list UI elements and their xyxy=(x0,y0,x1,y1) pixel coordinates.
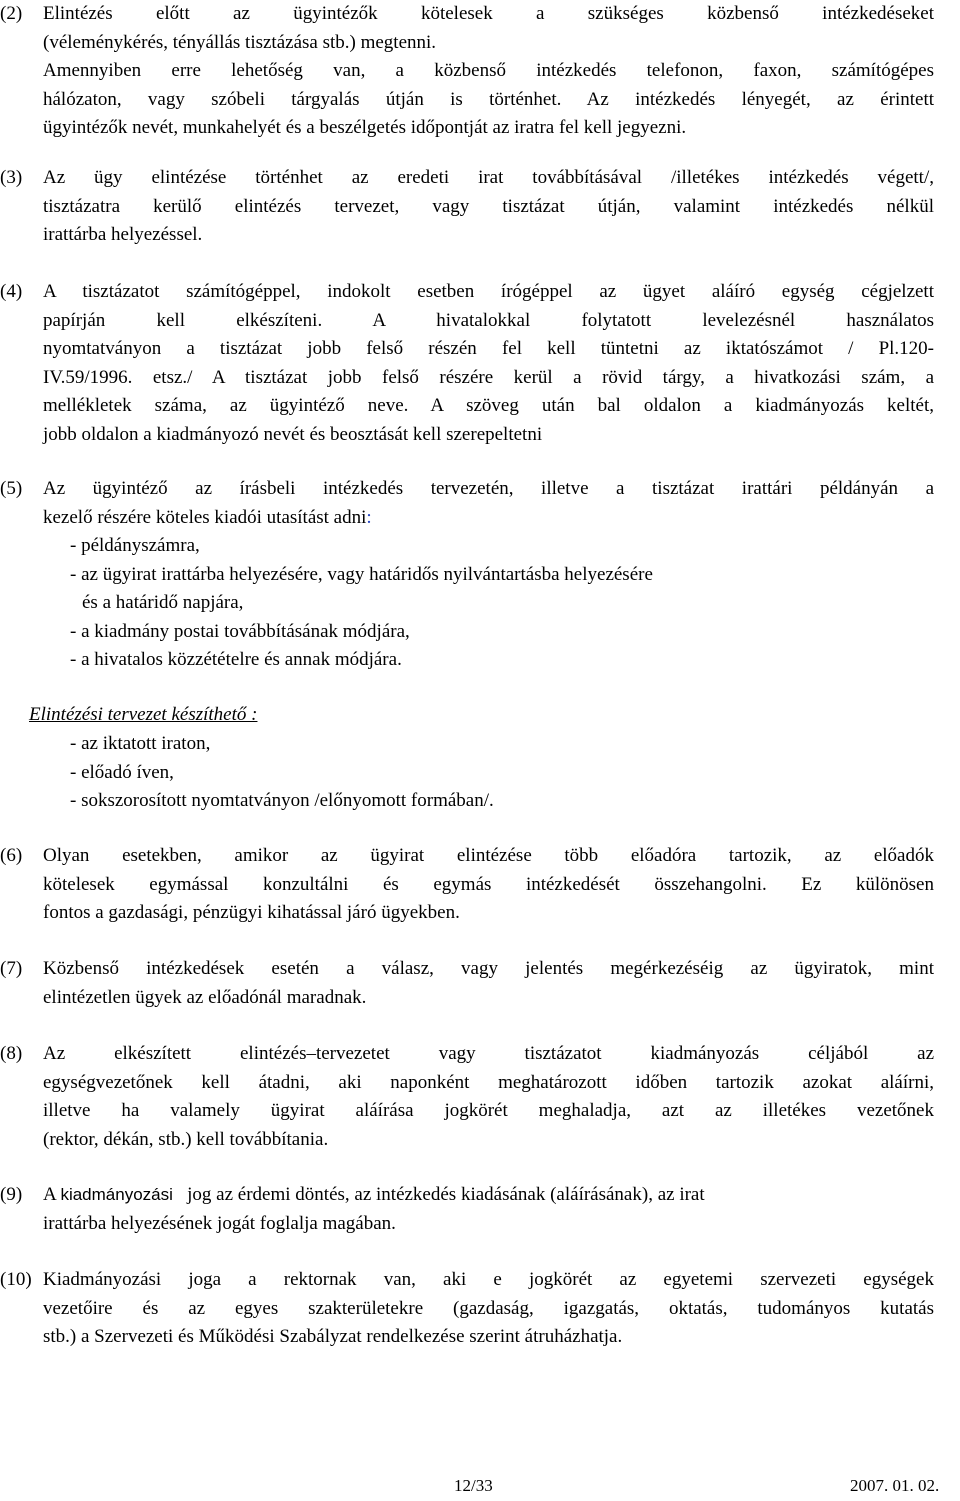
text-segment: kezelő részére köteles kiadói utasítást adni xyxy=(43,506,367,528)
paragraph-3 xyxy=(0,164,934,250)
heading-list xyxy=(0,730,934,816)
text-line: nyomtatványon a tisztázat jobb felső részén fel kell tüntetni az iktatószámot / Pl.120- xyxy=(43,338,934,359)
text-line: illetve ha valamely ügyirat aláírása jogkörét meghaladja, azt az illetékes vezetőnek xyxy=(43,1100,934,1121)
section-heading: Elintézési tervezet készíthető : xyxy=(29,704,258,725)
paragraph-number: (8) xyxy=(0,1043,23,1064)
paragraph-5 xyxy=(0,475,934,675)
text-line: stb.) a Szervezeti és Működési Szabályzat rendelkezése szerint átruházhatja. xyxy=(43,1326,623,1347)
list-item: - a hivatalos közzétételre és annak módjára. xyxy=(70,649,402,670)
text-line xyxy=(43,1181,934,1210)
document-date: 2007. 01. 02. xyxy=(850,1476,940,1495)
text-line: Olyan esetekben, amikor az ügyirat elintézése több előadóra tartozik, az előadók xyxy=(43,845,934,866)
text-line: hálózaton, vagy szóbeli tárgyalás útján is történhet. Az intézkedés lényegét, az érintett xyxy=(43,88,934,110)
paragraph-number: (10) xyxy=(0,1269,32,1290)
paragraph-4 xyxy=(0,278,934,449)
paragraph-number: (7) xyxy=(0,958,23,979)
text-line: irattárba helyezéssel. xyxy=(43,224,203,245)
text-line: Az elkészített elintézés–tervezetet vagy tisztázatot kiadmányozás céljából az xyxy=(43,1043,934,1064)
paragraph-number: (2) xyxy=(0,3,23,24)
text-line: Amennyiben erre lehetőség van, a közbenső intézkedés telefonon, faxon, számítógépes xyxy=(43,60,934,81)
text-line: ügyintézők nevét, munkahelyét és a beszélgetés időpontját az iratra fel kell jegyezni. xyxy=(43,117,687,138)
paragraph-7 xyxy=(0,955,934,1012)
colon-mark: : xyxy=(366,506,372,528)
text-line: Az ügyintéző az írásbeli intézkedés tervezetén, illetve a tisztázat irattári példányán a xyxy=(43,478,934,499)
list-item: - előadó íven, xyxy=(70,761,174,783)
list-item: - sokszorosított nyomtatványon /előnyomott formában/. xyxy=(70,790,494,811)
text-segment: A xyxy=(43,1184,56,1205)
text-line: Az ügy elintézése történhet az eredeti irat továbbításával /illetékes intézkedés végett/, xyxy=(43,167,934,188)
paragraph-8 xyxy=(0,1040,934,1154)
text-line xyxy=(43,504,934,533)
list-item: - a kiadmány postai továbbításának módjára, xyxy=(70,620,410,642)
text-line: elintézetlen ügyek az előadónál maradnak. xyxy=(43,986,367,1008)
text-segment: jog az érdemi döntés, az intézkedés kiadásának (aláírásának), az irat xyxy=(187,1184,705,1205)
list-item: és a határidő napjára, xyxy=(82,592,244,613)
text-line: kötelesek egymással konzultálni és egymás intézkedését összehangolni. Ez különösen xyxy=(43,873,934,895)
paragraph-number: (3) xyxy=(0,167,23,188)
text-line: papírján kell elkészíteni. A hivatalokkal folytatott levelezésnél használatos xyxy=(43,309,934,331)
text-line: Kiadmányozási joga a rektornak van, aki e jogkörét az egyetemi szervezeti egységek xyxy=(43,1269,934,1290)
instruction-list xyxy=(70,532,934,675)
paragraph-10 xyxy=(0,1266,934,1352)
text-line: A tisztázatot számítógéppel, indokolt esetben írógéppel az ügyet aláíró egység cégjelzett xyxy=(43,281,934,302)
page-number: 12/33 xyxy=(454,1476,493,1495)
text-segment-sans: kiadmányozási xyxy=(60,1185,173,1204)
text-line: IV.59/1996. etsz./ A tisztázat jobb felső részére kerül a rövid tárgy, a hivatkozási szám, a xyxy=(43,366,934,388)
text-line: Elintézés előtt az ügyintézők kötelesek a szükséges közbenső intézkedéseket xyxy=(43,3,934,24)
text-line: vezetőire és az egyes szakterületekre (gazdaság, igazgatás, oktatás, tudományos kutatás xyxy=(43,1297,934,1319)
text-line: tisztázatra kerülő elintézés tervezet, vagy tisztázat útján, valamint intézkedés nélkül xyxy=(43,195,934,217)
list-item: - példányszámra, xyxy=(70,535,200,556)
paragraph-number: (5) xyxy=(0,478,23,499)
text-line: egységvezetőnek kell átadni, aki naponként meghatározott időben tartozik azokat aláírni, xyxy=(43,1071,934,1093)
paragraph-number: (4) xyxy=(0,281,23,302)
paragraph-number: (6) xyxy=(0,845,23,866)
text-line: irattárba helyezésének jogát foglalja magában. xyxy=(43,1212,396,1234)
list-item: - az iktatott iraton, xyxy=(70,733,211,754)
text-line: mellékletek száma, az ügyintéző neve. A szöveg után bal oldalon a kiadmányozás keltét, xyxy=(43,395,934,416)
list-item: - az ügyirat irattárba helyezésére, vagy határidős nyilvántartásba helyezésére xyxy=(70,563,653,585)
text-line: jobb oldalon a kiadmányozó nevét és beosztását kell szerepeltetni xyxy=(43,423,543,445)
paragraph-number: (9) xyxy=(0,1184,23,1205)
text-line: Közbenső intézkedések esetén a válasz, vagy jelentés megérkezéséig az ügyiratok, mint xyxy=(43,958,934,979)
paragraph-6 xyxy=(0,842,934,928)
paragraph-9 xyxy=(0,1181,934,1238)
text-line: (véleménykérés, tényállás tisztázása stb.) megtenni. xyxy=(43,31,437,53)
text-line: fontos a gazdasági, pénzügyi kihatással járó ügyekben. xyxy=(43,902,460,923)
text-line: (rektor, dékán, stb.) kell továbbítania. xyxy=(43,1128,329,1150)
paragraph-2 xyxy=(0,0,934,143)
